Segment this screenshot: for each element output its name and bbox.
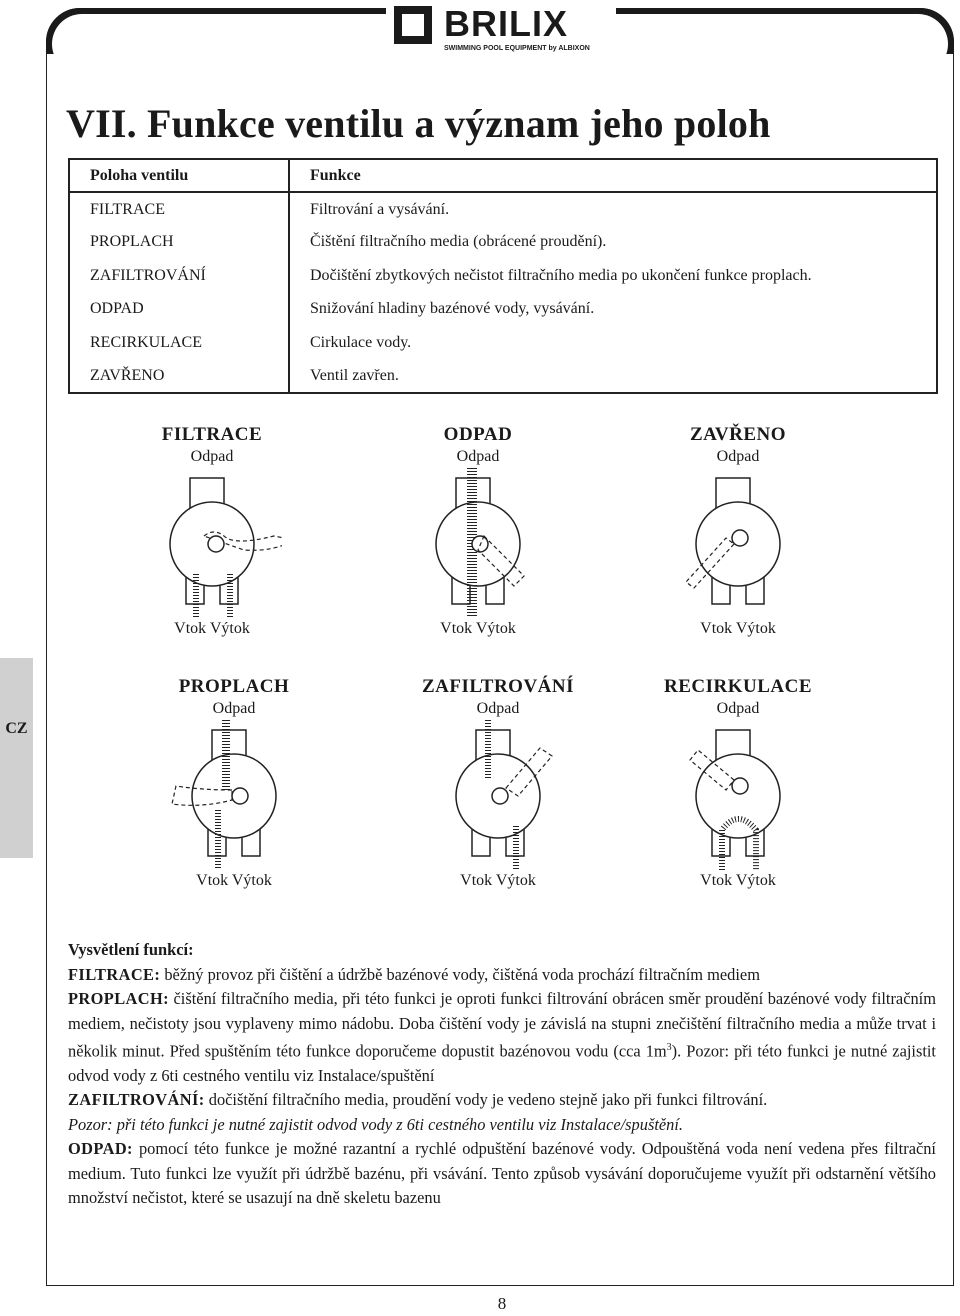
table-row (69, 226, 937, 259)
functions-explanation (68, 938, 936, 1211)
diagram-title: FILTRACE (161, 424, 263, 445)
term-proplach: PROPLACH: (68, 989, 170, 1008)
diagram-title: RECIRKULACE (663, 676, 813, 697)
brand-name: BRILIX (444, 3, 569, 44)
page-title: VII. Funkce ventilu a význam jeho poloh (66, 101, 771, 146)
table-cell: FILTRACE (69, 192, 289, 225)
diagram-zafiltrovani (398, 676, 598, 896)
valve-diagram-icon (408, 468, 548, 618)
explanation-zafiltrovani-note (68, 1113, 936, 1138)
table-header-cell: Poloha ventilu (69, 159, 289, 192)
diagram-bottom-label: Vtok Výtok (440, 620, 516, 637)
valve-diagram-icon (428, 720, 568, 870)
diagram-bottom-label: Vtok Výtok (174, 620, 250, 637)
page-number: 8 (497, 1294, 507, 1313)
explanation-odpad (68, 1137, 936, 1211)
diagram-title: ODPAD (443, 424, 513, 445)
diagram-bottom-label: Vtok Výtok (700, 620, 776, 637)
table-cell: Ventil zavřen. (310, 366, 399, 384)
brand-tagline: SWIMMING POOL EQUIPMENT by ALBIXON (444, 45, 590, 52)
diagram-bottom-label: Vtok Výtok (700, 872, 776, 889)
table-cell: ZAFILTROVÁNÍ (69, 259, 289, 292)
table-cell: Snižování hladiny bazénové vody, vysávání. (310, 300, 595, 318)
table-cell: Cirkulace vody. (310, 333, 412, 351)
table-cell: Filtrování a vysávání. (310, 200, 450, 218)
explanation-proplach (68, 987, 936, 1088)
explanation-heading: Vysvětlení funkcí: (68, 940, 194, 959)
diagram-bottom-label: Vtok Výtok (196, 872, 272, 889)
text-proplach-b: ). Pozor: při této funkci je nutné zajistit odvod vody z 6ti cestného ventilu viz Instalace/spuštění (68, 1041, 936, 1085)
note-zafiltrovani: Pozor: při této funkci je nutné zajistit odvod vody z 6ti cestného ventilu viz Instalace/spuštění. (68, 1114, 683, 1134)
brand-logo (386, 0, 616, 54)
table-cell: RECIRKULACE (69, 326, 289, 359)
table-row (69, 359, 937, 392)
diagram-proplach (134, 676, 334, 896)
table-cell: ZAVŘENO (69, 359, 289, 392)
language-tab (0, 658, 33, 858)
table-header-cell: Funkce (310, 166, 361, 184)
diagram-zavreno (638, 424, 838, 644)
text-proplach-a: čištění filtračního media, při této funkci je oproti funkci filtrování obrácen směr proudění bazénové vody filtračním mediem, nečistoty jsou vyplaveny mimo nádobu. Doba čištění vody je závislá na stupni znečištění filtračního media a může trvat i několik minut. Před spuštěním této funkce doporučeme dopustit bazénovou vodu (cca 1m (68, 989, 936, 1061)
valve-functions-table (68, 158, 938, 394)
diagram-top-label: Odpad (716, 700, 760, 717)
valve-diagram-icon (164, 720, 304, 870)
explanation-filtrace (68, 963, 936, 988)
diagram-odpad (378, 424, 578, 644)
diagram-top-label: Odpad (716, 448, 760, 465)
valve-diagram-icon (142, 468, 282, 618)
valve-diagram-icon (668, 468, 808, 618)
diagram-title: ZAVŘENO (689, 424, 787, 445)
term-zafiltrovani: ZAFILTROVÁNÍ: (68, 1090, 205, 1110)
text-odpad: pomocí této funkce je možné razantní a rychlé odpuštění bazénové vody. Odpouštěná voda není vedena přes filtrační medium. Tuto funkci lze využít při údržbě bazénu, při vsávání. Tento způsob vysávání doporučujeme využít při odstarnění většího množství nečistot, které se usazují na dně skeletu bazenu (68, 1139, 936, 1208)
table-row (69, 326, 937, 359)
diagram-top-label: Odpad (212, 700, 256, 717)
diagram-filtrace (112, 424, 312, 644)
diagram-top-label: Odpad (190, 448, 234, 465)
table-cell: Čištění filtračního media (obrácené proudění). (310, 233, 607, 251)
table-header-row (69, 159, 937, 192)
text-zafiltrovani: dočištění filtračního media, proudění vody je vedeno stejně jako při funkci filtrování. (204, 1090, 768, 1110)
diagram-top-label: Odpad (456, 448, 500, 465)
valve-diagram-icon (668, 720, 808, 870)
table-cell: ODPAD (69, 293, 289, 326)
diagram-top-label: Odpad (476, 700, 520, 717)
table-row (69, 293, 937, 326)
term-filtrace: FILTRACE: (68, 964, 161, 984)
table-cell: PROPLACH (69, 226, 289, 259)
table-row (69, 259, 937, 292)
language-tab-label: CZ (5, 720, 28, 737)
table-cell: Dočištění zbytkových nečistot filtračního media po ukončení funkce proplach. (310, 266, 812, 284)
diagram-title: PROPLACH (178, 676, 290, 697)
text-filtrace: běžný provoz při čištění a údržbě bazénové vody, čištěná voda prochází filtračním mediem (160, 964, 760, 984)
table-row (69, 192, 937, 225)
superscript-3: 3 (666, 1042, 672, 1053)
explanation-zafiltrovani (68, 1088, 936, 1113)
diagram-recirkulace (638, 676, 838, 896)
diagram-bottom-label: Vtok Výtok (460, 872, 536, 889)
diagram-title: ZAFILTROVÁNÍ (421, 676, 575, 697)
term-odpad: ODPAD: (68, 1139, 133, 1159)
